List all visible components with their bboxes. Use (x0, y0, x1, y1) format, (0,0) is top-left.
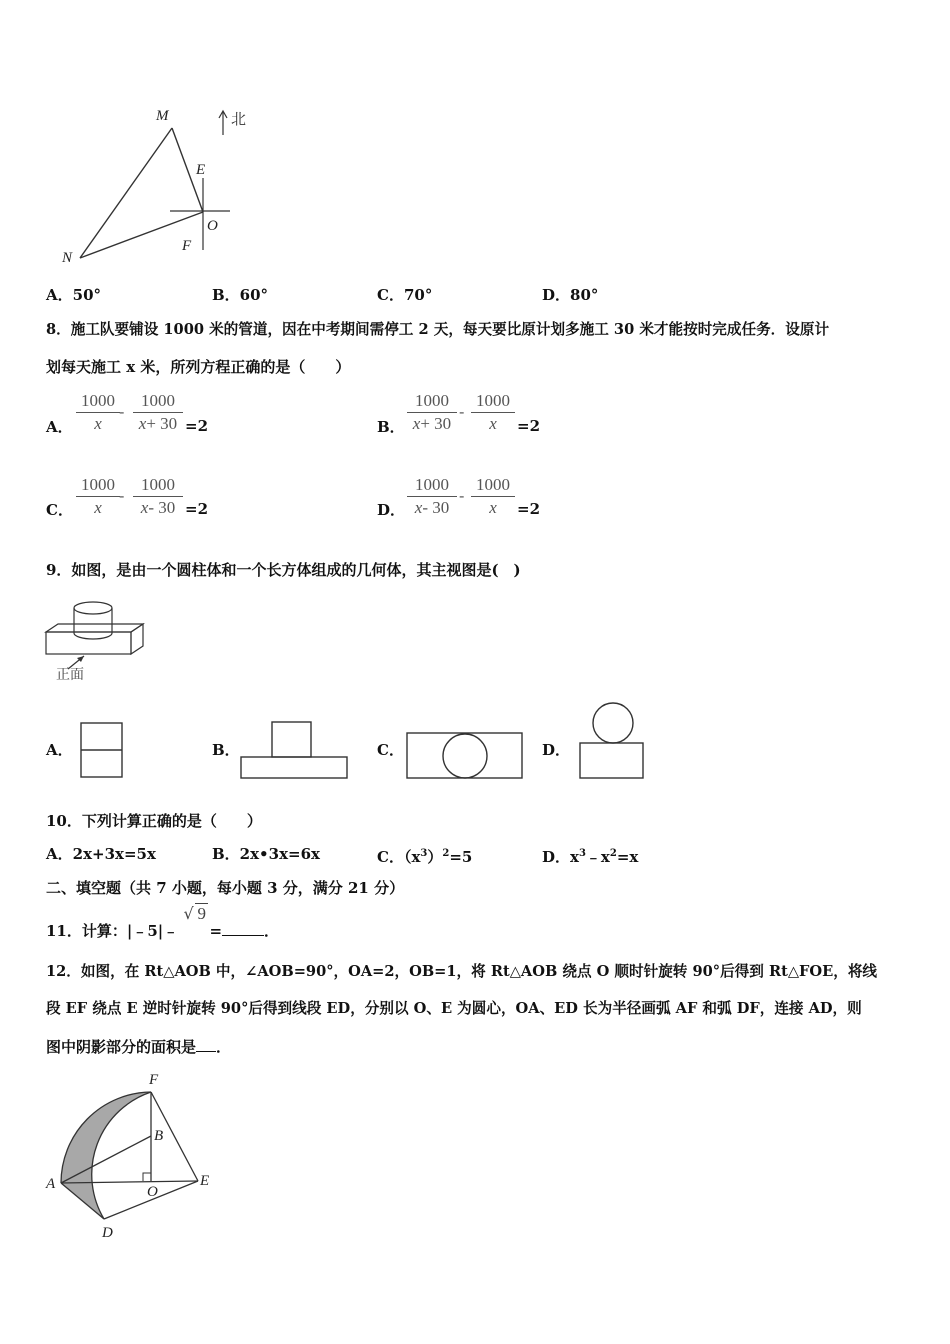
q8-option-d-label: D． (377, 501, 406, 519)
q8-option-a-label: A． (46, 418, 73, 436)
q9-text: 9．如图，是由一个圆柱体和一个长方体组成的几何体，其主视图是( ) (46, 561, 521, 579)
q8-option-b-label: B． (377, 418, 405, 436)
q12-label-d: D (102, 1225, 113, 1241)
q8-c-minus: - (119, 486, 125, 505)
q8-c-frac1 (76, 475, 120, 519)
q8-d-frac1-minus30: - 30 (422, 498, 450, 517)
q9-front-label: 正面 (56, 667, 84, 683)
q8-a-frac2-plus30: + 30 (146, 414, 178, 433)
q8-option-c-label: C． (46, 501, 73, 519)
q11-text (46, 904, 280, 941)
q8-c-frac2-x: x (140, 498, 149, 517)
q8-d-frac1-x: x (414, 498, 423, 517)
q10-c-exp: 3 (420, 848, 428, 859)
q10-option-b: B．2x•3x=6x (212, 845, 320, 863)
q7-option-b: B．60° (212, 286, 269, 304)
q10-d-exp: 3 (578, 848, 586, 859)
q12-text-line2: 段 EF 绕点 E 逆时针旋转 90°后得到线段 ED，分别以 O、E 为圆心，OA、ED 长为半径画弧 AF 和弧 DF，连接 AD，则 (46, 1000, 862, 1017)
q8-b-frac2 (471, 391, 515, 435)
q9-solid-figure (40, 595, 155, 690)
q8-c-frac1-den: x (94, 498, 102, 517)
q11-sqrt: √ 9 (183, 904, 206, 923)
q10-d-exp2: 2 (609, 848, 617, 859)
q8-c-frac2-minus30: - 30 (148, 498, 176, 517)
section2-heading: 二、填空题（共 7 小题，每小题 3 分，满分 21 分） (46, 879, 405, 897)
q9-option-b-label: B． (212, 741, 240, 759)
q8-a-minus: - (119, 402, 125, 421)
q8-b-frac1-num: 1000 (407, 391, 457, 413)
q12-label-o: O (147, 1184, 158, 1200)
q12-figure (44, 1068, 219, 1243)
q11-pre: 11．计算：|﹣5|﹣ (46, 922, 179, 940)
q12-label-e: E (200, 1173, 210, 1189)
q9-option-b-figure (240, 721, 350, 781)
q8-d-minus: - (459, 486, 465, 505)
q8-c-frac2 (133, 475, 183, 519)
q8-d-frac2-den: x (489, 498, 497, 517)
q8-d-frac1 (407, 475, 457, 519)
q10-text: 10．下列计算正确的是（ ） (46, 812, 262, 830)
q12-label-f: F (149, 1072, 159, 1088)
q7-option-a: A．50° (46, 286, 102, 304)
q8-b-frac1-plus30: + 30 (420, 414, 452, 433)
q8-b-frac2-den: x (489, 414, 497, 433)
q10-option-d (542, 844, 638, 867)
q12-label-b: B (154, 1128, 164, 1144)
q8-d-eq: =2 (517, 500, 541, 518)
q7-label-north: 北 (231, 110, 247, 128)
q10-d-mid: ﹣x (585, 848, 610, 866)
q9-option-a-figure (80, 722, 124, 780)
q8-a-frac2-num: 1000 (133, 391, 183, 413)
q10-d-post: =x (616, 848, 639, 866)
q8-a-eq: =2 (185, 417, 209, 435)
q8-b-minus: - (459, 402, 465, 421)
q7-label-e: E (196, 162, 206, 178)
q12-text-line3 (46, 1037, 231, 1057)
q8-d-frac2-num: 1000 (471, 475, 515, 497)
q8-c-eq: =2 (185, 500, 209, 518)
q8-a-frac1 (76, 391, 120, 435)
q11-equals: = (209, 922, 223, 940)
q9-option-d-label: D． (542, 741, 571, 759)
q7-option-c: C．70° (377, 286, 433, 304)
q7-label-m: M (156, 108, 169, 124)
q10-d-pre: D．x (542, 848, 579, 866)
q8-text-line1: 8．施工队要铺设 1000 米的管道，因在中考期间需停工 2 天，每天要比原计划多施工 30 米才能按时完成任务．设原计 (46, 321, 830, 338)
q8-text-line2: 划每天施工 x 米，所列方程正确的是（ ） (46, 358, 351, 376)
q8-c-frac1-num: 1000 (76, 475, 120, 497)
q11-end: ． (264, 922, 280, 940)
q11-answer-blank[interactable] (222, 921, 264, 936)
q10-c-pre: C．（x (377, 848, 421, 866)
q7-figure (40, 100, 270, 275)
q8-d-frac1-num: 1000 (407, 475, 457, 497)
q8-a-frac2-x: x (138, 414, 147, 433)
q9-option-a-label: A． (46, 741, 73, 759)
q8-b-frac2-num: 1000 (471, 391, 515, 413)
q11-radicand: 9 (197, 904, 206, 923)
q9-option-c-label: C． (377, 741, 404, 759)
q8-c-frac2-num: 1000 (133, 475, 183, 497)
q7-label-n: N (62, 250, 73, 266)
q12-text-line1: 12．如图，在 Rt△AOB 中，∠AOB=90°，OA=2，OB=1，将 Rt△AOB 绕点 O 顺时针旋转 90°后得到 Rt△FOE，将线 (46, 963, 878, 980)
q7-label-f: F (182, 238, 192, 254)
q12-line3-end: ． (216, 1038, 232, 1056)
q8-b-eq: =2 (517, 417, 541, 435)
q10-c-post: =5 (449, 848, 473, 866)
q10-c-exp2: 2 (442, 848, 450, 859)
q12-label-a: A (46, 1176, 56, 1192)
q7-option-d: D．80° (542, 286, 599, 304)
q8-b-frac1-x: x (412, 414, 421, 433)
q12-line3: 图中阴影部分的面积是 (46, 1038, 197, 1056)
q7-label-o: O (207, 218, 218, 234)
q8-d-frac2 (471, 475, 515, 519)
q8-b-frac1 (407, 391, 457, 435)
q10-option-c (377, 844, 472, 867)
q8-a-frac1-den: x (94, 414, 102, 433)
q9-option-c-figure (406, 732, 526, 782)
q8-a-frac2 (133, 391, 183, 435)
q9-option-d-figure (578, 702, 648, 782)
q8-a-frac1-num: 1000 (76, 391, 120, 413)
q12-answer-blank[interactable] (196, 1037, 216, 1052)
q10-option-a: A．2x+3x=5x (46, 845, 156, 863)
q10-c-mid: ） (427, 848, 443, 866)
